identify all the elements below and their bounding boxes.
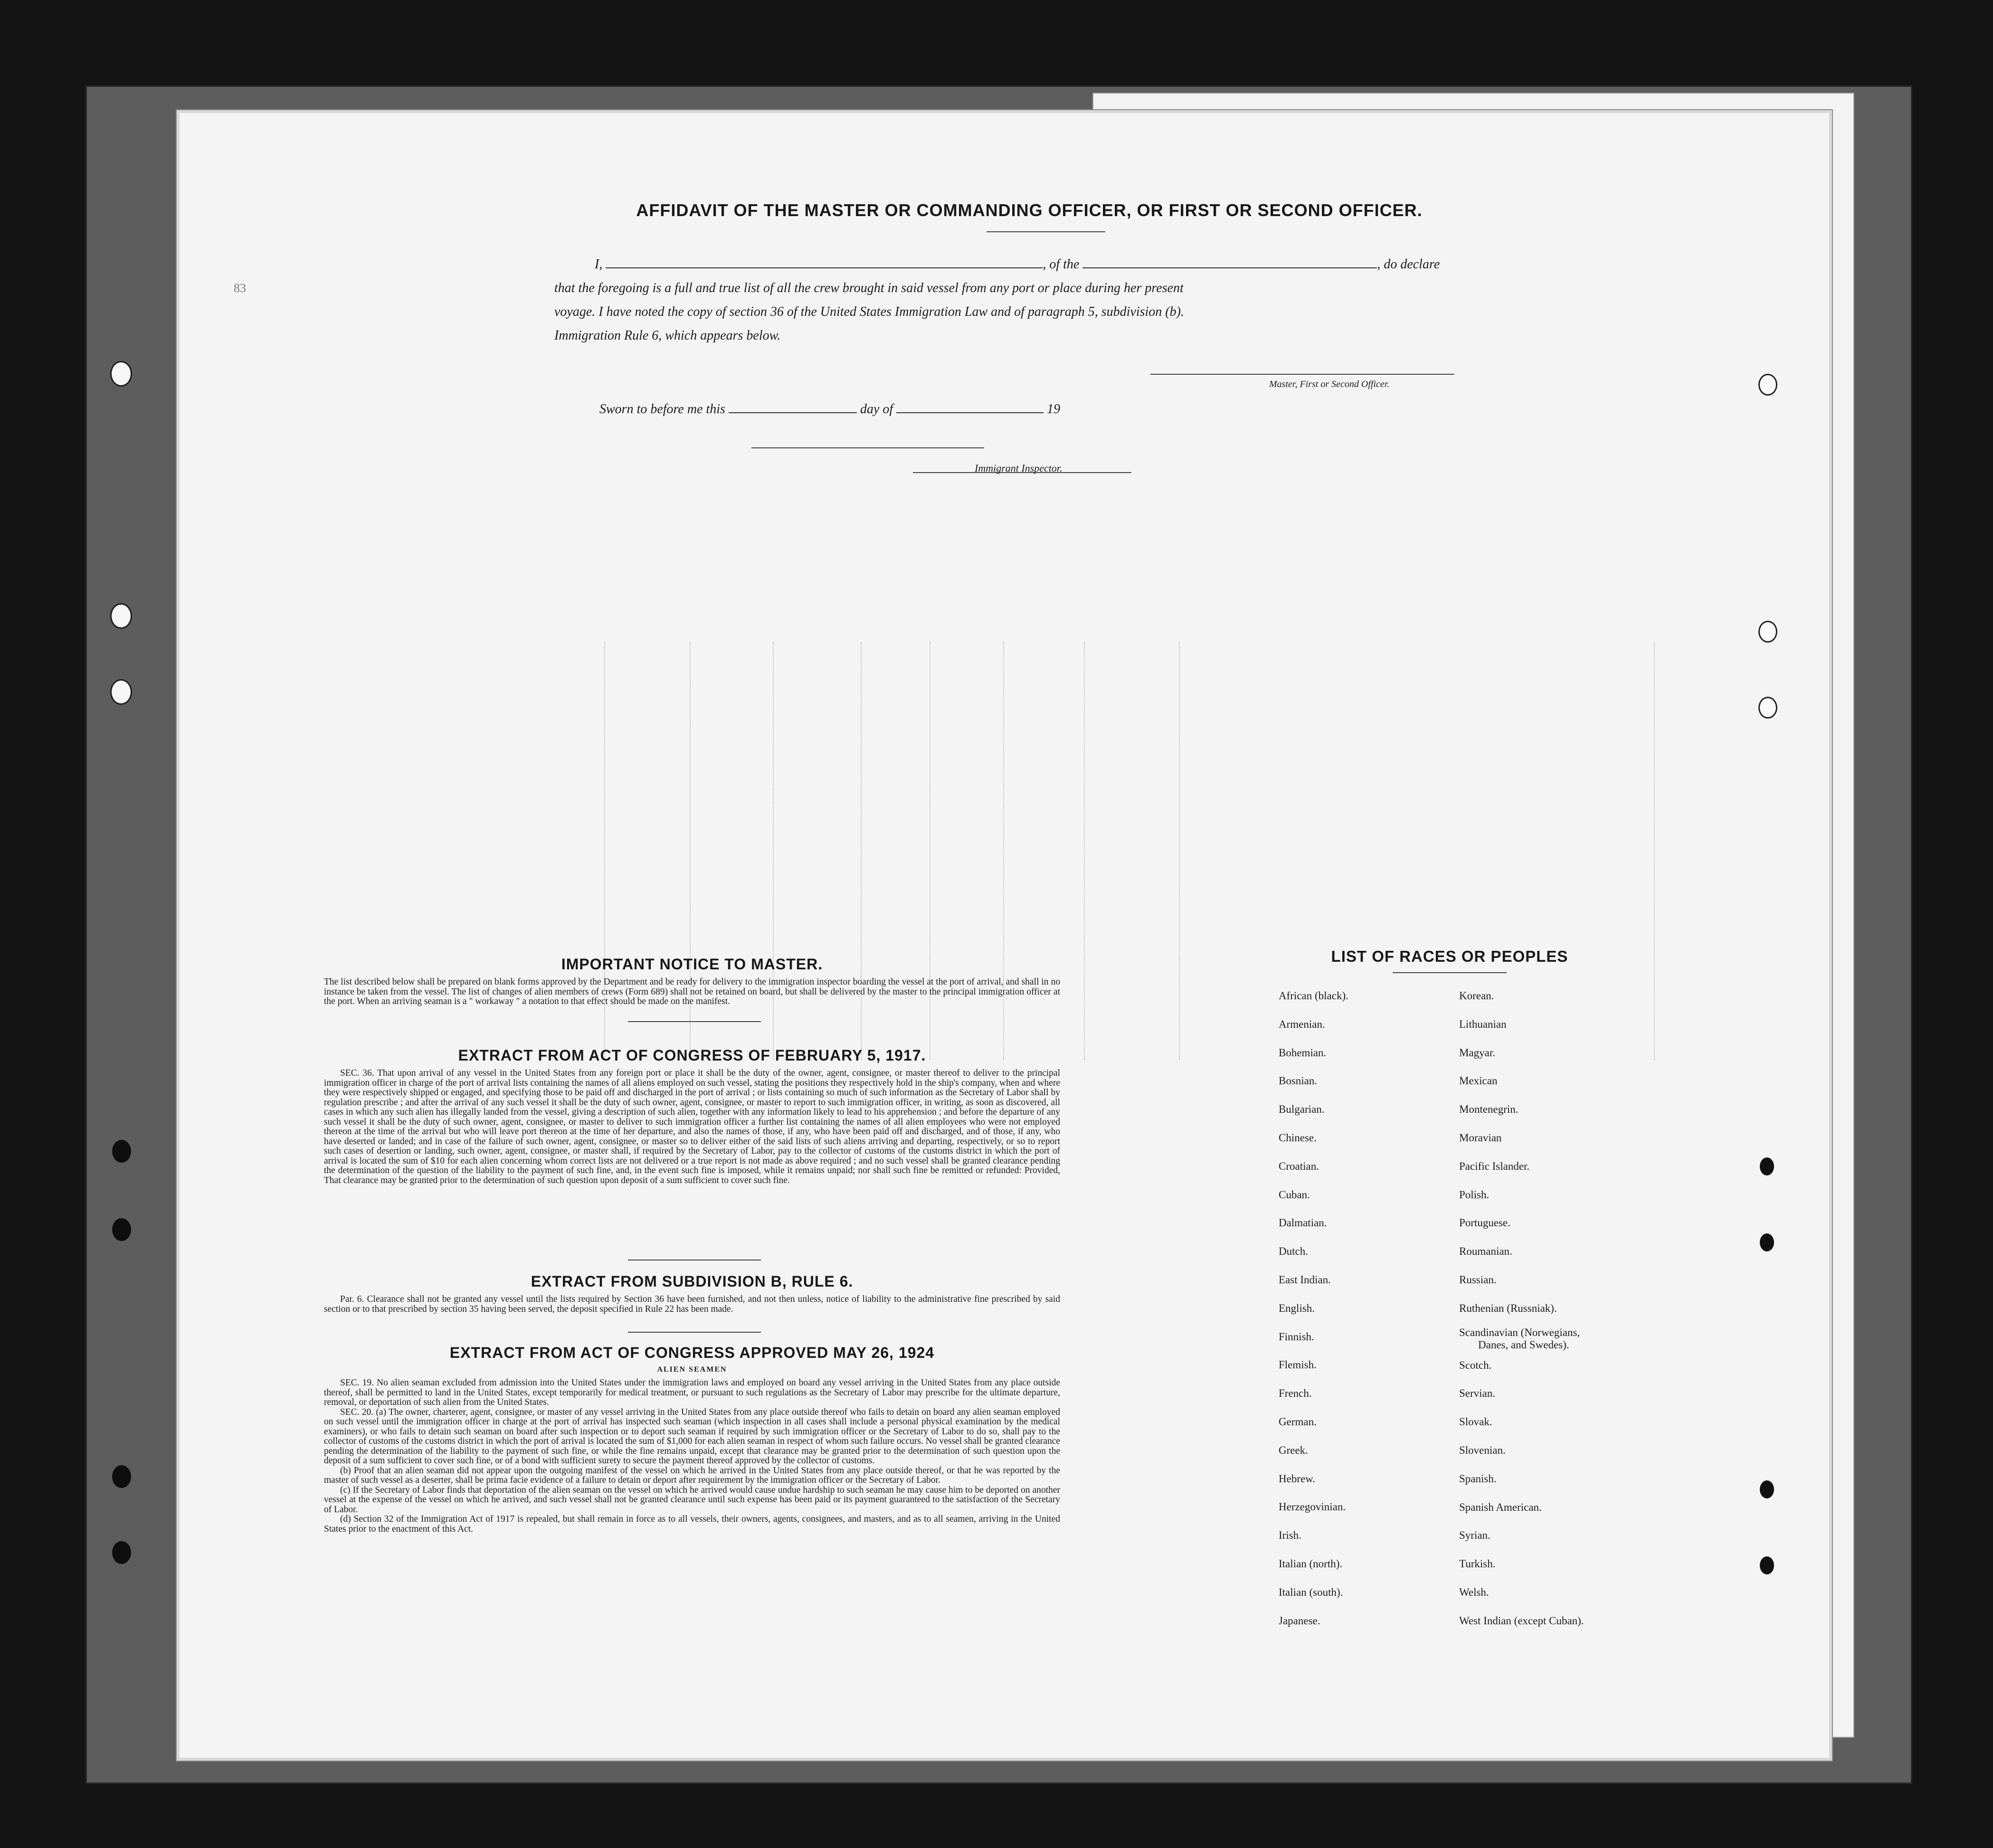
- day-of-label: day of: [860, 402, 893, 417]
- affidavit-text-line: voyage. I have noted the copy of section 36 of the United States Immigration Law and of paragraph 5, subdivision (b).: [554, 304, 1184, 319]
- inspector-label: Immigrant Inspector.: [975, 462, 1063, 474]
- race-item: Magyar.: [1459, 1046, 1496, 1059]
- margin-note: 83: [234, 281, 246, 295]
- sworn-to-label: Sworn to before me this: [599, 402, 725, 417]
- document-page: [176, 109, 1833, 1762]
- race-item: Moravian: [1459, 1131, 1502, 1144]
- binder-hole-icon: [112, 1218, 131, 1241]
- race-item: Italian (south).: [1279, 1586, 1343, 1598]
- vessel-name-field[interactable]: [1082, 253, 1377, 268]
- races-right-column: [1459, 982, 1725, 1635]
- race-item: Ruthenian (Russniak).: [1459, 1302, 1557, 1314]
- section-20c: (c) If the Secretary of Labor finds that deportation of the alien seaman on the vessel on which he arrived would cause undue hardship to such seaman he may cause him to be deported on another vessel at the expense of the vessel on which he arrived, and such vessel shall not be granted clearance until such expense has been paid or its payment guaranteed to the satisfaction of the Secretary of Labor.: [324, 1485, 1060, 1515]
- master-signature-label: Master, First or Second Officer.: [1269, 379, 1390, 389]
- race-item: Hebrew.: [1279, 1472, 1316, 1485]
- race-item: Slovenian.: [1459, 1444, 1506, 1456]
- race-item: Dalmatian.: [1279, 1217, 1327, 1229]
- binder-hole-icon: [110, 603, 132, 629]
- section-20b: (b) Proof that an alien seaman did not appear upon the outgoing manifest of the vessel on which he arrived in the United States from any place outside thereof, or that he was reported by the master of such vessel as a deserter, shall be prima facie evidence of a failure to detain or deport after requirement by the immigration officer or the Secretary of Labor.: [324, 1465, 1060, 1485]
- race-item: Dutch.: [1279, 1245, 1308, 1258]
- faint-column-rule: [1084, 642, 1085, 1060]
- race-item: Flemish.: [1279, 1359, 1317, 1371]
- punch-hole-icon: [1760, 1480, 1774, 1498]
- extract-rule6-body: Par. 6. Clearance shall not be granted any vessel until the lists required by Section 36 have been furnished, and not then unless, notice of liability to the administrative fine prescribed by said section or to that prescribed by section 35 having been served, the deposit specified in Rule 22 has been made.: [324, 1294, 1060, 1314]
- race-item: Japanese.: [1279, 1614, 1320, 1627]
- race-item: Syrian.: [1459, 1529, 1490, 1542]
- races-title: LIST OF RACES OR PEOPLES: [1331, 948, 1568, 965]
- punch-hole-icon: [1760, 1556, 1774, 1574]
- divider: [1393, 972, 1507, 973]
- race-item: English.: [1279, 1302, 1315, 1314]
- race-item-line: Danes, and Swedes).: [1478, 1338, 1569, 1351]
- extract-rule6-title: EXTRACT FROM SUBDIVISION B, RULE 6.: [531, 1273, 854, 1290]
- race-item-line: Scandinavian (Norwegians,: [1459, 1326, 1580, 1338]
- binder-hole-icon: [112, 1465, 131, 1488]
- race-item: West Indian (except Cuban).: [1459, 1614, 1584, 1627]
- race-item: Bohemian.: [1279, 1046, 1327, 1059]
- officer-name-field[interactable]: [606, 253, 1043, 268]
- sworn-line: [599, 398, 1312, 421]
- binder-hole-icon: [110, 679, 132, 705]
- race-item: Bulgarian.: [1279, 1103, 1325, 1116]
- divider: [628, 1021, 761, 1022]
- sworn-day-field[interactable]: [729, 398, 857, 413]
- race-item: Servian.: [1459, 1387, 1496, 1400]
- punch-hole-icon: [1758, 374, 1777, 396]
- race-item: Pacific Islander.: [1459, 1160, 1530, 1172]
- race-item: Montenegrin.: [1459, 1103, 1518, 1116]
- punch-hole-icon: [1758, 621, 1777, 643]
- race-item: Greek.: [1279, 1444, 1308, 1456]
- punch-hole-icon: [1760, 1157, 1774, 1175]
- affidavit-i: I,: [595, 257, 603, 272]
- affidavit-text-line: that the foregoing is a full and true list of all the crew brought in said vessel from any port or place during her present: [554, 281, 1184, 295]
- year-label: 19: [1047, 402, 1061, 417]
- binder-hole-icon: [110, 361, 132, 387]
- race-item: Mexican: [1459, 1075, 1498, 1087]
- race-item: Polish.: [1459, 1188, 1490, 1201]
- extract-1924-body: [324, 1378, 1060, 1534]
- race-item: Croatian.: [1279, 1160, 1319, 1172]
- race-item: Herzegovinian.: [1279, 1501, 1346, 1513]
- notice-title: IMPORTANT NOTICE TO MASTER.: [561, 956, 823, 973]
- race-item: French.: [1279, 1387, 1312, 1400]
- race-item: Slovak.: [1459, 1416, 1492, 1428]
- master-signature-line[interactable]: [1150, 374, 1454, 375]
- divider: [628, 1332, 761, 1333]
- affidavit-text-line: Immigration Rule 6, which appears below.: [554, 328, 781, 343]
- punch-hole-icon: [1758, 697, 1777, 719]
- race-item: Portuguese.: [1459, 1217, 1510, 1229]
- divider: [987, 231, 1105, 232]
- extract-1924-title: EXTRACT FROM ACT OF CONGRESS APPROVED MAY 26, 1924: [449, 1344, 935, 1361]
- race-item: Bosnian.: [1279, 1075, 1318, 1087]
- faint-column-rule: [1179, 642, 1180, 1060]
- race-item: German.: [1279, 1415, 1317, 1428]
- affidavit-declaration-line: [554, 253, 1651, 276]
- race-item: Lithuanian: [1459, 1018, 1507, 1030]
- punch-hole-icon: [1760, 1233, 1774, 1251]
- extract-1917-body: SEC. 36. That upon arrival of any vessel in the United States from any foreign port or place it shall be the duty of the owner, agent, consignee, or master thereof to deliver to the principal immigration officer in charge of the port of arrival lists containing the names of all aliens employed on such vessel, stating the positions they respectively hold in the ship's company, when and where they were respectively shipped or engaged, and specifying those to be paid off and discharged in the port of arrival ; or lists containing so much of such information as the Secretary of Labor shall by regulation prescribe ; and after the arrival of any such vessel it shall be the duty of such owner, agent, consignee, or master to report to such immigration officer, in writing, as soon as discovered, all cases in which any such alien has illegally landed from the vessel, giving a description of such alien, together with any information likely to lead to his apprehension ; and before the departure of any such vessel it shall be the duty of such owner, agent, consignee, or master to deliver to such immigration officer a further list containing the names of all alien employees who were not employed thereon at the time of the arrival but who will leave port thereon at the time of her departure, and also the names of those, if any, who have been paid off and discharged, and of those, if any, who have deserted or landed; and in case of the failure of such owner, agent, consignee, or master so to deliver either of the said lists of such aliens arriving and departing, respectively, or so to report such cases of desertion or landing, such owner, agent, consignee, or master shall, if required by the Secretary of Labor, pay to the collector of customs of the customs district in which the port of arrival is located the sum of $10 for each alien concerning whom correct lists are not delivered or a true report is not made as above required ; and no such vessel shall be granted clearance pending the determination of the question of the liability to the payment of such fine, and, in the event such fine is imposed, while it remains unpaid; nor shall such fine be remitted or refunded: Provided, That clearance may be granted prior to the determination of such question upon deposit of a sum sufficient to cover such fine.: [324, 1068, 1060, 1185]
- binder-hole-icon: [112, 1541, 131, 1564]
- race-item: Russian.: [1459, 1273, 1497, 1286]
- section-20d: (d) Section 32 of the Immigration Act of 1917 is repealed, but shall remain in force as to all vessels, their owners, agents, consignees, and masters, and as to all seamen, arriving in the United States prior to the enactment of this Act.: [324, 1514, 1060, 1534]
- race-item: African (black).: [1279, 990, 1348, 1002]
- notice-body: The list described below shall be prepared on blank forms approved by the Department and be ready for delivery to the immigration inspector boarding the vessel at the port of arrival, and shall in no instance be taken from the vessel. The list of changes of alien members of crews (Form 689) shall not be retained on board, but shall be delivered by the master to the principal immigration officer at the port. When an arriving seaman is a " workaway " a notation to that effect should be made on the manifest.: [324, 977, 1060, 1006]
- race-item: [1459, 1323, 1725, 1351]
- race-item: Irish.: [1279, 1529, 1301, 1542]
- race-item: Spanish American.: [1459, 1501, 1542, 1513]
- race-item: Cuban.: [1279, 1188, 1310, 1201]
- section-20a: SEC. 20. (a) The owner, charterer, agent, consignee, or master of any vessel arriving in the United States from any place outside thereof who fails to detain on board any alien seaman employed on such vessel until the immigration officer in charge at the port of arrival has inspected such seaman (which inspection in all cases shall include a personal physical examination by the medical examiners), or who fails to detain such seaman on board after such inspection or to deport such seaman if required by such immigration officer or the Secretary of Labor to do so, shall pay to the collector of customs of the customs district in which the port of arrival is located the sum of $1,000 for each alien seaman in respect of whom such failure occurs. No vessel shall be granted clearance pending the determination of the liability to the payment of such fine, or while the fine remains unpaid, except that clearance may be granted prior to the determination of such question upon the deposit of a sum sufficient to cover such fine, or of a bond with sufficient surety to secure the payment thereof approved by the collector of customs.: [324, 1407, 1060, 1466]
- race-item: Welsh.: [1459, 1586, 1489, 1598]
- extract-1924-subtitle: ALIEN SEAMEN: [657, 1365, 727, 1374]
- affidavit-of-the: , of the: [1043, 257, 1080, 272]
- race-item: Turkish.: [1459, 1558, 1496, 1570]
- sworn-month-field[interactable]: [896, 398, 1044, 413]
- divider: [751, 447, 984, 448]
- extract-1917-title: EXTRACT FROM ACT OF CONGRESS OF FEBRUARY 5, 1917.: [458, 1047, 926, 1064]
- race-item: Scotch.: [1459, 1359, 1492, 1371]
- race-item: Roumanian.: [1459, 1245, 1512, 1258]
- race-item: Korean.: [1459, 990, 1494, 1002]
- race-item: East Indian.: [1279, 1273, 1331, 1286]
- affidavit-do-declare: , do declare: [1377, 257, 1440, 272]
- race-item: Italian (north).: [1279, 1557, 1343, 1570]
- race-item: Spanish.: [1459, 1472, 1497, 1485]
- race-item: Chinese.: [1279, 1131, 1317, 1144]
- section-19: SEC. 19. No alien seaman excluded from admission into the United States under the immigration laws and employed on board any vessel arriving in the United States from any place outside thereof, shall be permitted to land in the United States, except temporarily for medical treatment, or pursuant to such regulations as the Secretary of Labor may prescribe for the ultimate departure, removal, or deportation of such alien from the United States.: [324, 1378, 1060, 1407]
- affidavit-title: AFFIDAVIT OF THE MASTER OR COMMANDING OFFICER, OR FIRST OR SECOND OFFICER.: [636, 200, 1423, 220]
- binder-hole-icon: [112, 1140, 131, 1163]
- race-item: Finnish.: [1279, 1330, 1314, 1343]
- race-item: Armenian.: [1279, 1018, 1325, 1030]
